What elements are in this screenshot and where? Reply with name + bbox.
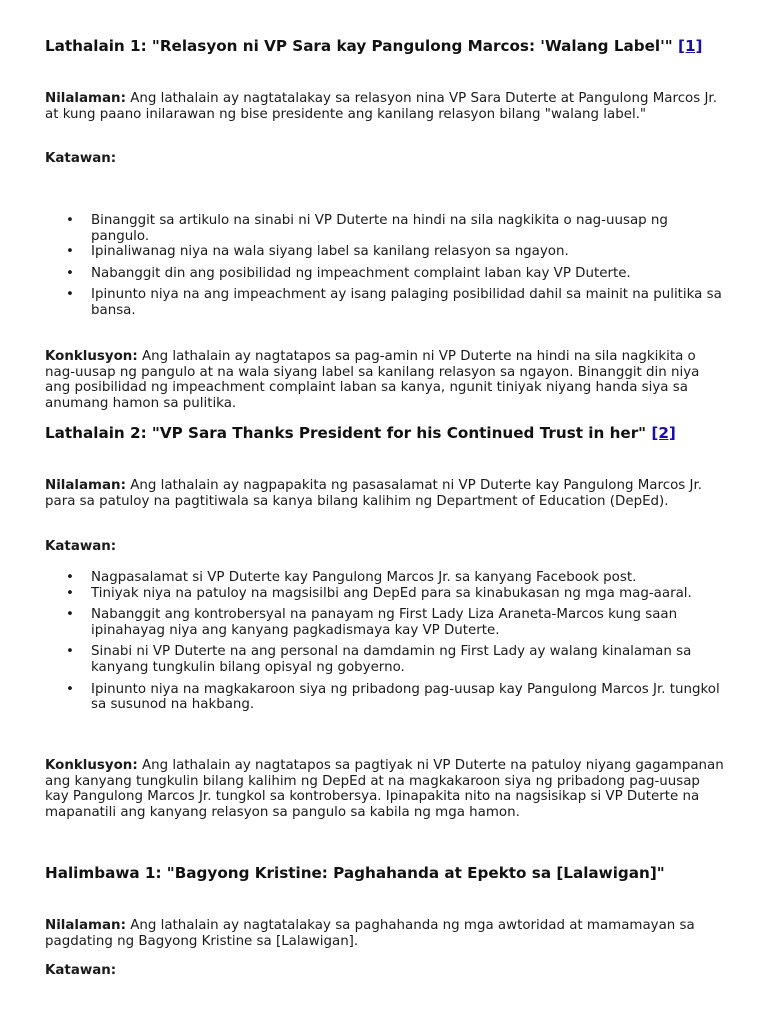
summary-text: Ang lathalain ay nagtatalakay sa paghahanda ng mga awtoridad at mamamayan sa pagdating ng Bagyong Kristine sa [Lalawigan]. — [45, 918, 695, 949]
article-1-conclusion — [45, 349, 725, 411]
list-item: • Sinabi ni VP Duterte na ang personal na damdamin ng First Lady ay walang kinalaman sa kanyang tungkulin bilang opisyal ng gobyerno. — [66, 644, 726, 675]
list-item: • Tiniyak niya na patuloy na magsisilbi ang DepEd para sa kinabukasan ng mga mag-aaral. — [66, 586, 726, 602]
article-2-conclusion — [45, 758, 725, 820]
article-2-heading — [45, 425, 725, 443]
summary-text: Ang lathalain ay nagtatalakay sa relasyon nina VP Sara Duterte at Pangulong Marcos Jr. at kung paano inilarawan ng bise presidente ang kanilang relasyon bilang "walang label." — [45, 91, 717, 122]
example-1-heading: Halimbawa 1: "Bagyong Kristine: Paghahanda at Epekto sa [Lalawigan]" — [45, 864, 665, 882]
conclusion-label: Konklusyon: — [45, 758, 138, 773]
list-item: • Ipinunto niya na magkakaroon siya ng pribadong pag-uusap kay Pangulong Marcos Jr. tungkol sa susunod na hakbang. — [66, 682, 726, 713]
summary-text: Ang lathalain ay nagpapakita ng pasasalamat ni VP Duterte kay Pangulong Marcos Jr. para sa patuloy na pagtitiwala sa kanya bilang kalihim ng Department of Education (DepEd). — [45, 478, 702, 509]
summary-label: Nilalaman: — [45, 91, 126, 106]
example-1-summary — [45, 918, 725, 949]
article-2-bullet-list — [66, 570, 726, 713]
article-2-body-label: Katawan: — [45, 539, 117, 554]
reference-link-1[interactable]: [1] — [678, 37, 703, 55]
reference-link-2[interactable]: [2] — [651, 424, 676, 442]
list-item: • Nabanggit din ang posibilidad ng impeachment complaint laban kay VP Duterte. — [66, 266, 726, 282]
example-1-body-label: Katawan: — [45, 963, 117, 978]
article-1-summary — [45, 91, 725, 122]
list-item: • Binanggit sa artikulo na sinabi ni VP Duterte na hindi na sila nagkikita o nag-uusap ng pangulo. — [66, 213, 726, 244]
list-item: • Nagpasalamat si VP Duterte kay Pangulong Marcos Jr. sa kanyang Facebook post. — [66, 570, 726, 586]
conclusion-label: Konklusyon: — [45, 349, 138, 364]
conclusion-text: Ang lathalain ay nagtatapos sa pag-amin ni VP Duterte na hindi na sila nagkikita o nag-uusap ng pangulo at na wala siyang label sa kanilang relasyon sa ngayon. Binanggit din niya ang posibilidad ng impeachment complaint laban sa kanya, ngunit tiniyak niyang handa siya sa anumang hamon sa pulitika. — [45, 349, 700, 411]
list-item: • Ipinunto niya na ang impeachment ay isang palaging posibilidad dahil sa mainit na pulitika sa bansa. — [66, 287, 726, 318]
summary-label: Nilalaman: — [45, 478, 126, 493]
article-1-title: Lathalain 1: "Relasyon ni VP Sara kay Pangulong Marcos: 'Walang Label'" — [45, 37, 673, 55]
summary-label: Nilalaman: — [45, 918, 126, 933]
list-item: • Nabanggit ang kontrobersyal na panayam ng First Lady Liza Araneta-Marcos kung saan ipinahayag niya ang kanyang pagkadismaya kay VP Duterte. — [66, 607, 726, 638]
conclusion-text: Ang lathalain ay nagtatapos sa pagtiyak ni VP Duterte na patuloy niyang gagampanan ang kanyang tungkulin bilang kalihim ng DepEd at na magkakaroon siya ng pribadong pag-uusap kay Pangulong Marcos Jr. tungkol sa kontrobersya. Ipinapakita nito na nagsisikap si VP Duterte na mapanatili ang kanyang relasyon sa pangulo sa kabila ng mga hamon. — [45, 758, 724, 820]
article-2-summary — [45, 478, 725, 509]
list-item: • Ipinaliwanag niya na wala siyang label sa kanilang relasyon sa ngayon. — [66, 244, 726, 260]
article-1-bullet-list — [66, 213, 726, 319]
article-1-heading — [45, 38, 725, 56]
article-1-body-label: Katawan: — [45, 151, 117, 166]
article-2-title: Lathalain 2: "VP Sara Thanks President for his Continued Trust in her" — [45, 424, 647, 442]
